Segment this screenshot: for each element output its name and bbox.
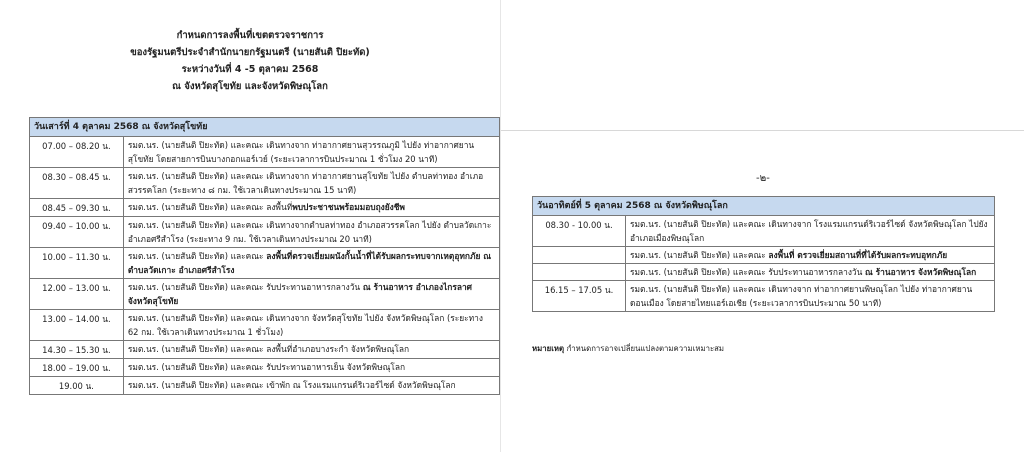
activity-cell xyxy=(123,199,499,217)
footnote xyxy=(532,343,724,355)
activity-cell xyxy=(123,168,499,199)
activity-cell xyxy=(123,310,499,341)
activity-cell xyxy=(123,137,499,168)
activity-text-bold: ณ ร้านอาหาร อำเภองไกรลาศ จังหวัดสุโขทัย xyxy=(127,282,472,306)
activity-cell xyxy=(123,341,499,359)
activity-text-pre: รมต.นร. (นายสันติ ปิยะทัด) และคณะ เดินทางจาก โรงแรมแกรนด์ริเวอร์ไซด์ จังหวัดพิษณุโลก ไปยัง อำเภอเมืองพิษณุโลก xyxy=(630,219,988,243)
activity-text-pre: รมต.นร. (นายสันติ ปิยะทัด) และคณะ เดินทางจาก ท่าอากาศยานสุโขทัย ไปยัง ตำบลท่าทอง อำเภอสวรรคโลก (ระยะทาง ๘ กม. ใช้เวลาเดินทางประมาณ 15 นาที) xyxy=(127,171,484,195)
activity-cell xyxy=(123,248,499,279)
table-row xyxy=(30,377,500,395)
table-row xyxy=(533,264,995,281)
activity-cell xyxy=(626,216,995,247)
table-row xyxy=(30,310,500,341)
previous-page-bottom xyxy=(501,0,1024,131)
page-number: -๒- xyxy=(756,173,770,184)
activity-cell xyxy=(123,279,499,310)
doc-title-line-3: ระหว่างวันที่ 4 -5 ตุลาคม 2568 xyxy=(181,64,319,75)
activity-text-pre: รมต.นร. (นายสันติ ปิยะทัด) และคณะ รับประทานอาหารกลางวัน xyxy=(127,282,363,292)
activity-cell xyxy=(626,264,995,281)
day1-heading: วันเสาร์ที่ 4 ตุลาคม 2568 ณ จังหวัดสุโขทัย xyxy=(30,118,500,137)
activity-text-pre: รมต.นร. (นายสันติ ปิยะทัด) และคณะ เข้าพัก ณ โรงแรมแกรนด์ริเวอร์ไซด์ จังหวัดพิษณุโลก xyxy=(127,380,456,390)
time-cell: 10.00 – 11.30 น. xyxy=(30,248,124,279)
activity-text-bold: ลงพื้นที่ตรวจเยี่ยมผนังกั้นน้ำที่ได้รับผลกระทบจากเหตุอุทกภัย ณ ตำบลวัดเกาะ อำเภอศรีสำโรง xyxy=(127,251,492,275)
table-row xyxy=(30,168,500,199)
activity-cell xyxy=(626,247,995,264)
table-row xyxy=(30,279,500,310)
activity-text-bold: ลงพื้นที่ ตรวจเยี่ยมสถานที่ที่ได้รับผลกระทบอุทกภัย xyxy=(768,250,948,260)
activity-cell xyxy=(123,217,499,248)
activity-cell xyxy=(123,377,499,395)
day2-heading: วันอาทิตย์ที่ 5 ตุลาคม 2568 ณ จังหวัดพิษณุโลก xyxy=(533,197,995,216)
activity-text-pre: รมต.นร. (นายสันติ ปิยะทัด) และคณะ เดินทางจากตำบลท่าทอง อำเภอสวรรคโลก ไปยัง ตำบลวัดเกาะ อำเภอศรีสำโรง (ระยะทาง 9 กม. ใช้เวลาเดินทางประมาณ 20 นาที) xyxy=(127,220,492,244)
page-1 xyxy=(0,0,500,452)
day2-schedule-table xyxy=(532,196,995,312)
activity-text-pre: รมต.นร. (นายสันติ ปิยะทัด) และคณะ รับประทานอาหารกลางวัน xyxy=(630,267,865,277)
time-cell: 16.15 – 17.05 น. xyxy=(533,281,626,312)
time-cell: 08.30 – 08.45 น. xyxy=(30,168,124,199)
time-cell xyxy=(533,264,626,281)
activity-text-pre: รมต.นร. (นายสันติ ปิยะทัด) และคณะ เดินทางจาก ท่าอากาศยานพิษณุโลก ไปยัง ท่าอากาศยานดอนเมือง โดยสายไทยแอร์เอเชีย (ระยะเวลาการบินประมาณ 50 นาที) xyxy=(630,284,973,308)
time-cell: 12.00 – 13.00 น. xyxy=(30,279,124,310)
table-row xyxy=(30,217,500,248)
activity-text-bold: พบประชาชนพร้อมมอบถุงยังชีพ xyxy=(292,202,405,212)
activity-text-pre: รมต.นร. (นายสันติ ปิยะทัด) และคณะ xyxy=(630,250,769,260)
activity-text-pre: รมต.นร. (นายสันติ ปิยะทัด) และคณะ xyxy=(127,251,267,261)
activity-text-pre: รมต.นร. (นายสันติ ปิยะทัด) และคณะ เดินทางจาก ท่าอากาศยานสุวรรณภูมิ ไปยัง ท่าอากาศยานสุโขทัย โดยสายการบินบางกอกแอร์เวย์ (ระยะเวลาการบินประมาณ 1 ชั่วโมง 20 นาที) xyxy=(127,140,475,164)
table-row xyxy=(30,137,500,168)
activity-text-pre: รมต.นร. (นายสันติ ปิยะทัด) และคณะ ลงพื้นที่อำเภอบางระกำ จังหวัดพิษณุโลก xyxy=(127,344,410,354)
doc-title-line-1: กำหนดการลงพื้นที่เขตตรวจราชการ xyxy=(176,30,324,41)
time-cell xyxy=(533,247,626,264)
activity-text-pre: รมต.นร. (นายสันติ ปิยะทัด) และคณะ ลงพื้นที่ xyxy=(127,202,293,212)
table-row xyxy=(533,281,995,312)
table-row xyxy=(30,341,500,359)
table-row xyxy=(533,247,995,264)
table-row xyxy=(30,248,500,279)
table-row xyxy=(533,216,995,247)
doc-title-line-4: ณ จังหวัดสุโขทัย และจังหวัดพิษณุโลก xyxy=(172,81,328,92)
time-cell: 09.40 – 10.00 น. xyxy=(30,217,124,248)
activity-text-bold: ณ ร้านอาหาร จังหวัดพิษณุโลก xyxy=(865,267,977,277)
time-cell: 18.00 – 19.00 น. xyxy=(30,359,124,377)
doc-title-line-2: ของรัฐมนตรีประจำสำนักนายกรัฐมนตรี (นายสันติ ปิยะทัด) xyxy=(130,47,370,58)
activity-text-pre: รมต.นร. (นายสันติ ปิยะทัด) และคณะ รับประทานอาหารเย็น จังหวัดพิษณุโลก xyxy=(127,362,406,372)
time-cell: 08.45 – 09.30 น. xyxy=(30,199,124,217)
footnote-label: หมายเหตุ xyxy=(532,344,565,353)
day1-schedule-table xyxy=(29,117,500,395)
time-cell: 19.00 น. xyxy=(30,377,124,395)
time-cell: 13.00 – 14.00 น. xyxy=(30,310,124,341)
activity-text-pre: รมต.นร. (นายสันติ ปิยะทัด) และคณะ เดินทางจาก จังหวัดสุโขทัย ไปยัง จังหวัดพิษณุโลก (ระยะทาง 62 กม. ใช้เวลาเดินทางประมาณ 1 ชั่วโมง) xyxy=(127,313,483,337)
footnote-text: กำหนดการอาจเปลี่ยนแปลงตามความเหมาะสม xyxy=(564,344,725,353)
activity-cell xyxy=(626,281,995,312)
time-cell: 07.00 – 08.20 น. xyxy=(30,137,124,168)
time-cell: 14.30 – 15.30 น. xyxy=(30,341,124,359)
time-cell: 08.30 - 10.00 น. xyxy=(533,216,626,247)
table-row xyxy=(30,199,500,217)
activity-cell xyxy=(123,359,499,377)
table-row xyxy=(30,359,500,377)
